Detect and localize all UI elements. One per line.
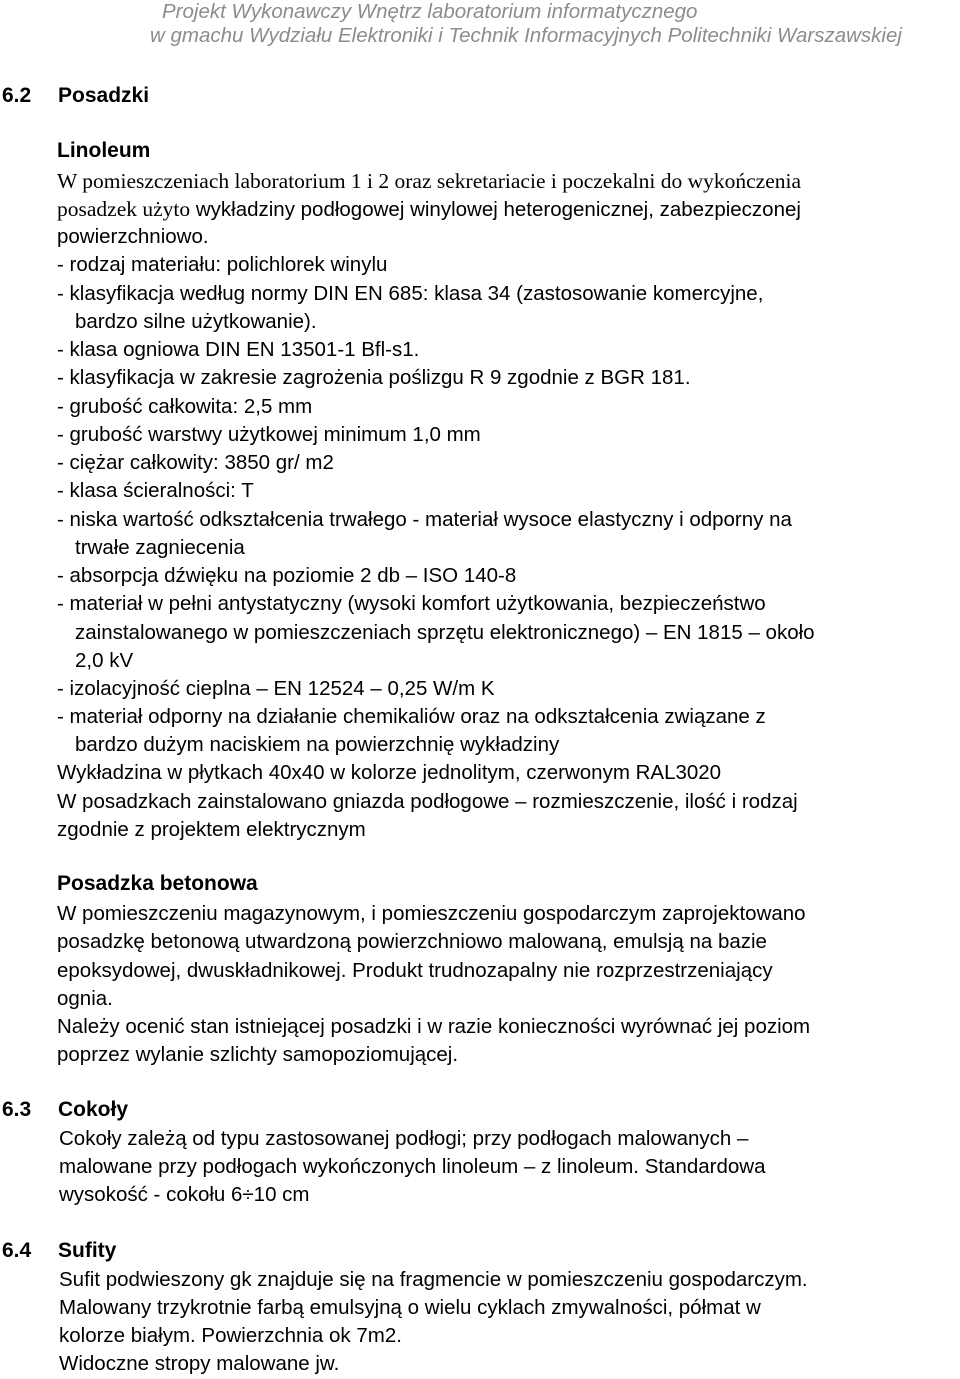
section-title: Cokoły <box>58 1098 129 1121</box>
paragraph-line: powierzchniowo. <box>57 225 209 248</box>
paragraph-line: malowane przy podłogach wykończonych linoleum – z linoleum. Standardowa <box>59 1155 766 1178</box>
spec-item: - klasyfikacja w zakresie zagrożenia poślizgu R 9 zgodnie z BGR 181. <box>57 366 691 389</box>
text-run-serif: posadzek użyto <box>57 197 191 221</box>
paragraph-line: posadzkę betonową utwardzoną powierzchniowo malowaną, emulsją na bazie <box>57 930 767 953</box>
paragraph-line: W pomieszczeniach laboratorium 1 i 2 oraz sekretariacie i poczekalni do wykończenia <box>57 169 802 193</box>
spec-item: - ciężar całkowity: 3850 gr/ m2 <box>57 451 334 474</box>
paragraph-line: poprzez wylanie szlichty samopoziomującej. <box>57 1043 459 1066</box>
paragraph-line: wysokość - cokołu 6÷10 cm <box>59 1183 310 1206</box>
spec-item: - niska wartość odkształcenia trwałego - materiał wysoce elastyczny i odporny na <box>57 508 792 531</box>
paragraph-line: kolorze białym. Powierzchnia ok 7m2. <box>59 1324 402 1347</box>
paragraph-line: Malowany trzykrotnie farbą emulsyjną o wielu cyklach zmywalności, półmat w <box>59 1296 761 1319</box>
spec-item: - klasa ogniowa DIN EN 13501-1 Bfl-s1. <box>57 338 420 361</box>
spec-item: - materiał w pełni antystatyczny (wysoki komfort użytkowania, bezpieczeństwo <box>57 592 766 615</box>
spec-item: - klasa ścieralności: T <box>57 479 254 502</box>
spec-item: - materiał odporny na działanie chemikaliów oraz na odkształcenia związane z <box>57 705 766 728</box>
spec-item: - izolacyjność cieplna – EN 12524 – 0,25 W/m K <box>57 677 495 700</box>
spec-item: - grubość warstwy użytkowej minimum 1,0 mm <box>57 423 481 446</box>
spec-item: - rodzaj materiału: polichlorek winylu <box>57 253 388 276</box>
paragraph-line <box>57 195 801 224</box>
spec-item: - klasyfikacja według normy DIN EN 685: klasa 34 (zastosowanie komercyjne, <box>57 282 764 305</box>
section-title: Sufity <box>58 1239 117 1262</box>
spec-item-continuation: trwałe zagniecenia <box>75 536 245 559</box>
subheading-linoleum: Linoleum <box>57 139 151 162</box>
running-header <box>150 0 950 48</box>
section-heading-6-3 <box>2 1098 128 1122</box>
section-number: 6.3 <box>2 1098 32 1121</box>
paragraph-line: Wykładzina w płytkach 40x40 w kolorze jednolitym, czerwonym RAL3020 <box>57 761 722 784</box>
section-heading-6-2 <box>2 84 149 108</box>
paragraph-line: zgodnie z projektem elektrycznym <box>57 818 366 841</box>
paragraph-line: W posadzkach zainstalowano gniazda podłogowe – rozmieszczenie, ilość i rodzaj <box>57 790 798 813</box>
spec-item-continuation: bardzo dużym naciskiem na powierzchnię wykładziny <box>75 733 560 756</box>
header-line-2: w gmachu Wydziału Elektroniki i Technik Informacyjnych Politechniki Warszawskiej <box>150 24 902 47</box>
spec-item-continuation: bardzo silne użytkowanie). <box>75 310 317 333</box>
section-number: 6.4 <box>2 1239 32 1262</box>
section-heading-6-4 <box>2 1239 116 1263</box>
paragraph-line: Cokoły zależą od typu zastosowanej podłogi; przy podłogach malowanych – <box>59 1127 749 1150</box>
spec-item-continuation: 2,0 kV <box>75 649 134 672</box>
paragraph-line: Sufit podwieszony gk znajduje się na fragmencie w pomieszczeniu gospodarczym. <box>59 1268 808 1291</box>
subheading-concrete-floor: Posadzka betonowa <box>57 872 258 895</box>
paragraph-line: epoksydowej, dwuskładnikowej. Produkt trudnozapalny nie rozprzestrzeniający <box>57 959 773 982</box>
paragraph-line: W pomieszczeniu magazynowym, i pomieszczeniu gospodarczym zaprojektowano <box>57 902 806 925</box>
section-number: 6.2 <box>2 84 32 107</box>
spec-item: - grubość całkowita: 2,5 mm <box>57 395 313 418</box>
paragraph-line: Widoczne stropy malowane jw. <box>59 1352 340 1375</box>
paragraph-line: Należy ocenić stan istniejącej posadzki i w razie konieczności wyrównać jej poziom <box>57 1015 811 1038</box>
text-run: wykładziny podłogowej winylowej heterogenicznej, zabezpieczonej <box>190 198 801 221</box>
spec-item-continuation: zainstalowanego w pomieszczeniach sprzętu elektronicznego) – EN 1815 – około <box>75 621 815 644</box>
section-title: Posadzki <box>58 84 150 107</box>
paragraph-line: ognia. <box>57 987 113 1010</box>
header-line-1: Projekt Wykonawczy Wnętrz laboratorium informatycznego <box>162 0 698 23</box>
spec-item: - absorpcja dźwięku na poziomie 2 db – ISO 140-8 <box>57 564 517 587</box>
